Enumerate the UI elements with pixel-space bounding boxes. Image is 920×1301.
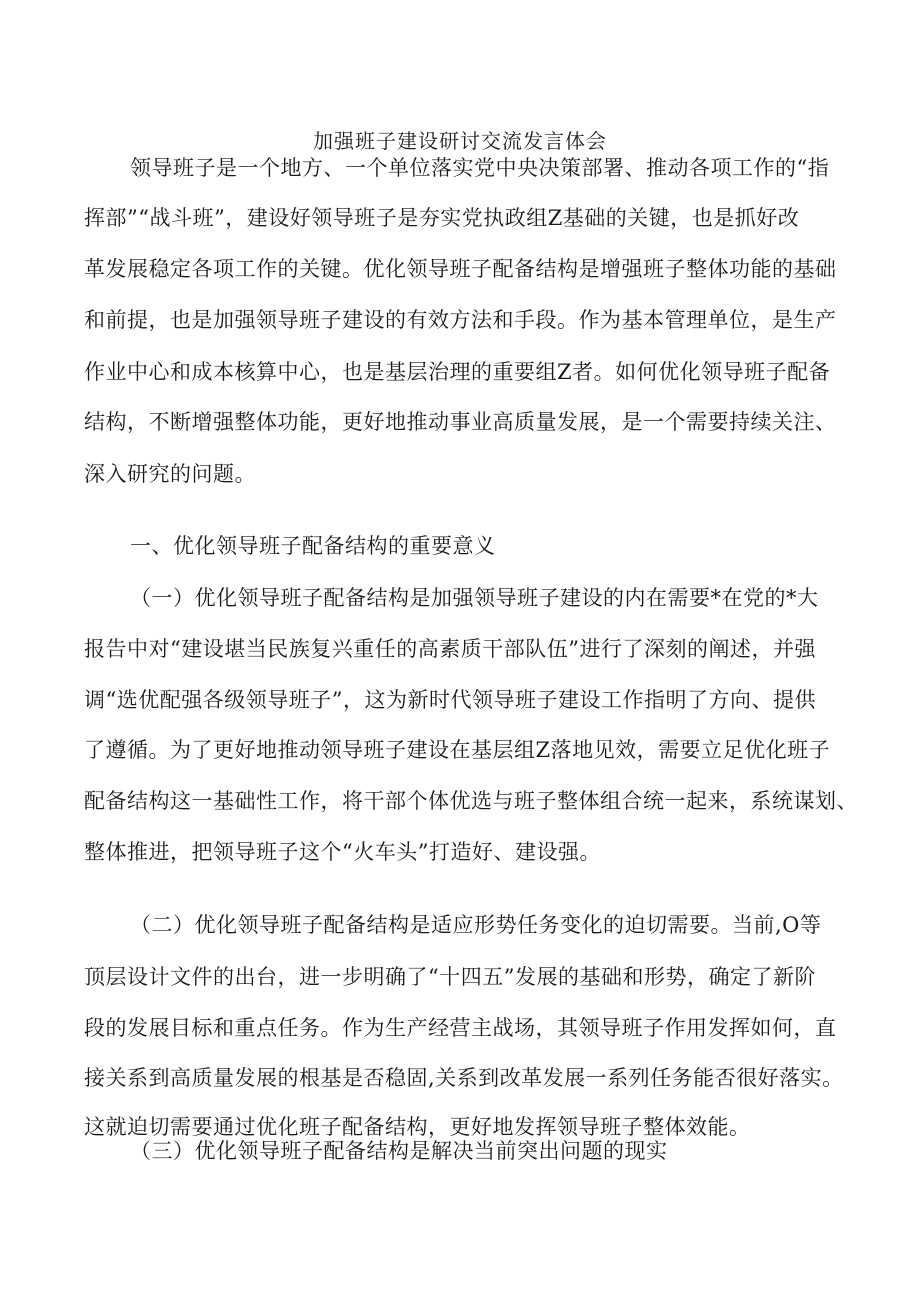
- paragraph-1-line-6: 结构，不断增强整体功能，更好地推动事业高质量发展，是一个需要持续关注、: [84, 410, 837, 434]
- paragraph-1-line-1: 领导班子是一个地方、一个单位落实党中央决策部署、推动各项工作的“指: [130, 156, 830, 180]
- paragraph-2-line-4: 了遵循。为了更好地推动领导班子建设在基层组Z落地见效，需要立足优化班子: [84, 738, 831, 762]
- paragraph-2-line-1: （一）优化领导班子配备结构是加强领导班子建设的内在需要*在党的*大: [130, 586, 819, 610]
- paragraph-3-line-5: 这就迫切需要通过优化班子配备结构，更好地发挥领导班子整体效能。: [84, 1115, 751, 1139]
- paragraph-2-line-2: 报告中对“建设堪当民族复兴重任的高素质干部队伍”进行了深刻的阐述，并强: [84, 637, 816, 661]
- paragraph-1-line-3: 革发展稳定各项工作的关键。优化领导班子配备结构是增强班子整体功能的基础: [84, 257, 837, 281]
- paragraph-3-line-3: 段的发展目标和重点任务。作为生产经营主战场，其领导班子作用发挥如何，直: [84, 1016, 837, 1040]
- paragraph-2-line-5: 配备结构这一基础性工作，将干部个体优选与班子整体组合统一起来，系统谋划、: [84, 789, 858, 813]
- paragraph-1-line-4: 和前提，也是加强领导班子建设的有效方法和手段。作为基本管理单位，是生产: [84, 308, 837, 332]
- section-heading-1: 一、优化领导班子配备结构的重要意义: [130, 534, 496, 558]
- paragraph-1-line-7: 深入研究的问题。: [84, 462, 256, 486]
- paragraph-1-line-2: 挥部”“战斗班”，建设好领导班子是夯实党执政组Z基础的关键，也是抓好改: [84, 206, 800, 230]
- paragraph-2-line-3: 调“选优配强各级领导班子”，这为新时代领导班子建设工作指明了方向、提供: [84, 688, 816, 712]
- paragraph-4-line-1: （三）优化领导班子配备结构是解决当前突出问题的现实: [130, 1139, 668, 1163]
- paragraph-3-line-1: （二）优化领导班子配备结构是适应形势任务变化的迫切需要。当前,O等: [130, 913, 822, 937]
- paragraph-3-line-4: 接关系到高质量发展的根基是否稳固,关系到改革发展一系列任务能否很好落实。: [84, 1066, 844, 1090]
- document-title: 加强班子建设研讨交流发言体会: [313, 129, 607, 153]
- paragraph-3-line-2: 顶层设计文件的出台，进一步明确了“十四五”发展的基础和形势，确定了新阶: [84, 965, 816, 989]
- paragraph-2-line-6: 整体推进，把领导班子这个“火车头”打造好、建设强。: [84, 840, 601, 864]
- paragraph-1-line-5: 作业中心和成本核算中心，也是基层治理的重要组Z者。如何优化领导班子配备: [84, 360, 831, 384]
